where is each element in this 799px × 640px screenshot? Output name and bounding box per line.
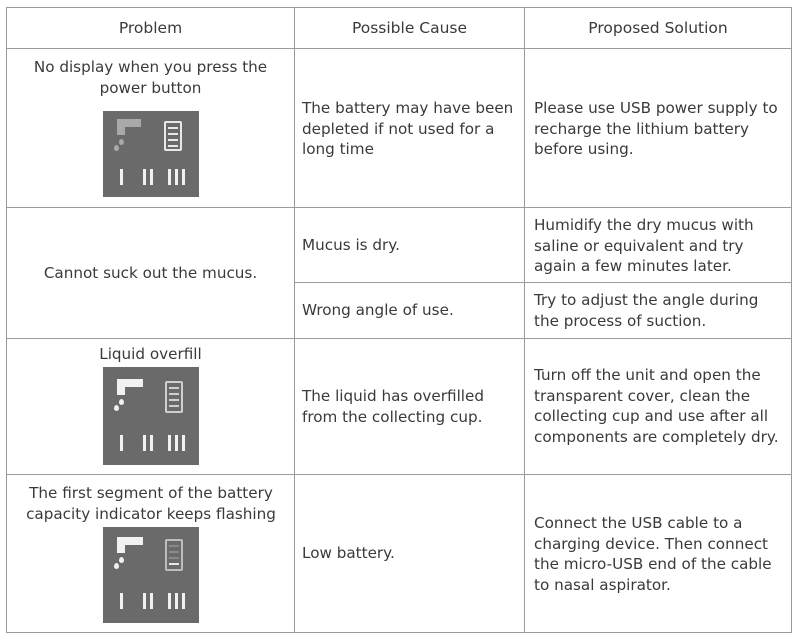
battery-icon (165, 539, 183, 571)
table-border-left (6, 7, 7, 633)
header-possible-cause: Possible Cause (351, 18, 468, 37)
solution-usb-recharge: Please use USB power supply to recharge the lithium battery before using. (534, 99, 778, 158)
level-marks-icon (120, 593, 123, 609)
solution-humidify: Humidify the dry mucus with saline or equivalent and try again a few minutes later. (534, 216, 754, 275)
solution-connect-usb: Connect the USB cable to a charging device. Then connect the micro-USB end of the cable to nasal aspirator. (534, 514, 772, 594)
cause-liquid-overfilled: The liquid has overfilled from the collecting cup. (302, 387, 484, 426)
problem-no-display: No display when you press the power button (33, 58, 268, 97)
device-display-panel (103, 527, 199, 623)
row2-divider (6, 338, 792, 339)
row2-subdivider (294, 282, 792, 283)
level-marks-icon (120, 435, 123, 451)
device-display-panel (103, 111, 199, 197)
header-proposed-solution: Proposed Solution (588, 18, 728, 37)
cause-wrong-angle: Wrong angle of use. (302, 301, 454, 319)
problem-liquid-overfill: Liquid overfill (99, 345, 202, 363)
cause-battery-depleted: The battery may have been depleted if not used for a long time (302, 99, 514, 158)
device-display-panel (103, 367, 199, 465)
column-divider-1 (294, 7, 295, 633)
solution-clean-cup: Turn off the unit and open the transparent cover, clean the collecting cup and use after all components are completely dry. (534, 366, 779, 446)
water-drops-icon (119, 139, 124, 145)
problem-cannot-suck: Cannot suck out the mucus. (43, 263, 258, 282)
header-problem: Problem (118, 18, 183, 37)
cause-low-battery: Low battery. (302, 544, 395, 562)
water-drops-icon (119, 557, 124, 563)
battery-icon (165, 381, 183, 413)
level-marks-icon (120, 169, 123, 185)
cause-mucus-dry: Mucus is dry. (302, 236, 400, 254)
water-drops-icon (119, 399, 124, 405)
table-border-bottom (6, 632, 792, 633)
problem-battery-flashing: The first segment of the battery capacity indicator keeps flashing (26, 484, 276, 523)
solution-adjust-angle: Try to adjust the angle during the process of suction. (534, 291, 759, 330)
row3-divider (6, 474, 792, 475)
header-divider (6, 48, 792, 49)
troubleshooting-table (6, 7, 792, 633)
column-divider-2 (524, 7, 525, 633)
table-border-right (791, 7, 792, 633)
